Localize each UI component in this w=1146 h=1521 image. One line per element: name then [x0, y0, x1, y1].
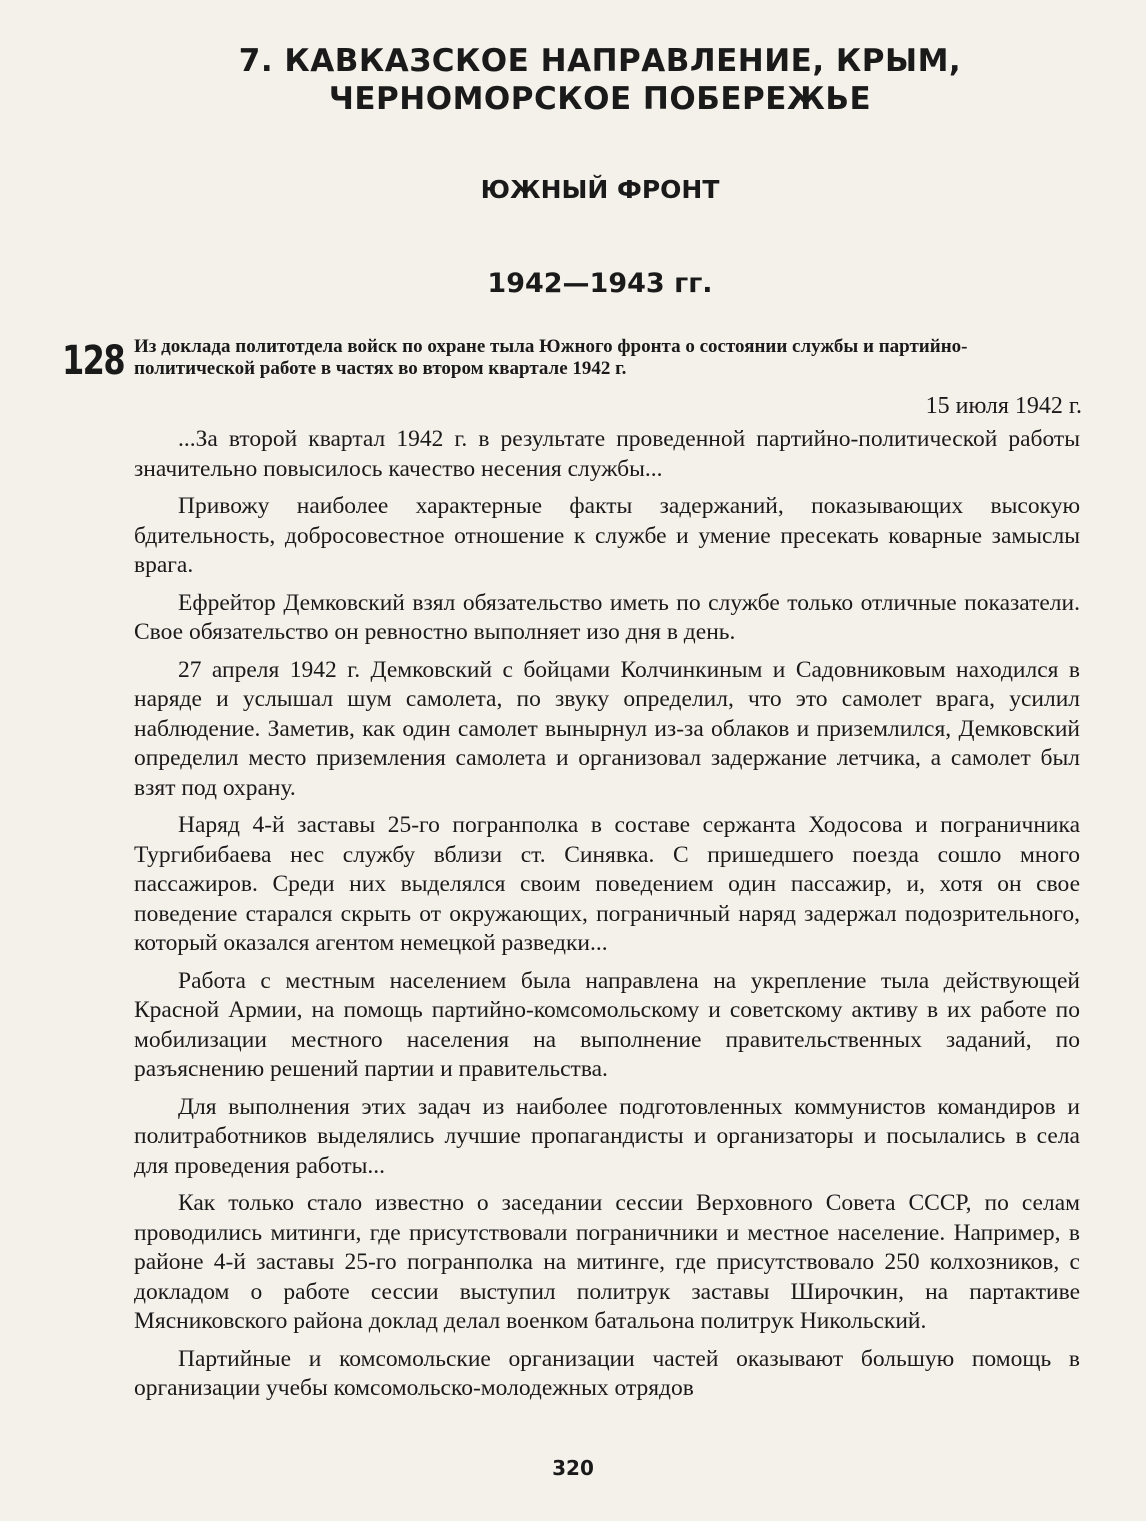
chapter-title-line-1: 7. КАВКАЗСКОЕ НАПРАВЛЕНИЕ, КРЫМ,: [238, 43, 962, 79]
years-heading: 1942—1943 гг.: [487, 268, 713, 299]
front-title: ЮЖНЫЙ ФРОНТ: [480, 175, 720, 204]
paragraph: Привожу наиболее характерные факты задержаний, показывающих высокую бдительность, добросовестное отношение к службе и умение пресекать коварные замыслы врага.: [134, 493, 1080, 578]
document-body: [134, 425, 1080, 1412]
paragraph: 27 апреля 1942 г. Демковский с бойцами Колчинкиным и Садовниковым находился в наряде и услышал шум самолета, по звуку определил, что это самолет врага, усилил наблюдение. Заметив, как один самолет вынырнул из-за облаков и приземлился, Демковский определил место приземления самолета и организовал задержание летчика, а самолет был взят под охрану.: [134, 656, 1080, 801]
document-date: 15 июля 1942 г.: [925, 393, 1082, 419]
document-heading: Из доклада политотдела войск по охране тыла Южного фронта о состоянии службы и партийно-политической работе в частях во втором квартале 1942 г.: [134, 336, 968, 379]
chapter-title: [230, 42, 970, 118]
paragraph: Ефрейтор Демковский взял обязательство иметь по службе только отличные показатели. Свое обязательство он ревностно выполняет изо дня в день.: [134, 589, 1080, 645]
paragraph: Наряд 4-й заставы 25-го погранполка в составе сержанта Ходосова и пограничника Тургибибаева нес службу вблизи ст. Синявка. С пришедшего поезда сошло много пассажиров. Среди них выделялся своим поведением один пассажир, и, хотя он свое поведение старался скрыть от окружающих, пограничный наряд задержал подозрительного, который оказался агентом немецкой разведки...: [134, 812, 1080, 956]
chapter-title-line-2: ЧЕРНОМОРСКОЕ ПОБЕРЕЖЬЕ: [328, 81, 872, 117]
paragraph: Работа с местным населением была направлена на укрепление тыла действующей Красной Армии, на помощь партийно-комсомольскому и советскому активу в их работе по мобилизации местного населения на выполнение правительственных заданий, по разъяснению решений партии и правительства.: [134, 967, 1080, 1082]
paragraph: ...За второй квартал 1942 г. в результате проведенной партийно-политической работы значительно повысилось качество несения службы...: [134, 426, 1080, 482]
page-number: 320: [552, 1456, 594, 1480]
paragraph: Как только стало известно о заседании сессии Верховного Совета СССР, по селам проводились митинги, где присутствовали пограничники и местное население. Например, в районе 4-й заставы 25-го погранполка на митинге, где присутствовало 250 колхозников, с докладом о работе сессии выступил политрук заставы Широчкин, на партактиве Мясниковского района доклад делал военком батальона политрук Никольский.: [134, 1190, 1080, 1334]
paragraph: Для выполнения этих задач из наиболее подготовленных коммунистов командиров и политработников выделялись лучшие пропагандисты и организаторы и посылались в села для проведения работы...: [134, 1093, 1080, 1179]
paragraph: Партийные и комсомольские организации частей оказывают большую помощь в организации учебы комсомольско-молодежных отрядов: [134, 1345, 1080, 1401]
document-number: 128: [62, 338, 124, 384]
